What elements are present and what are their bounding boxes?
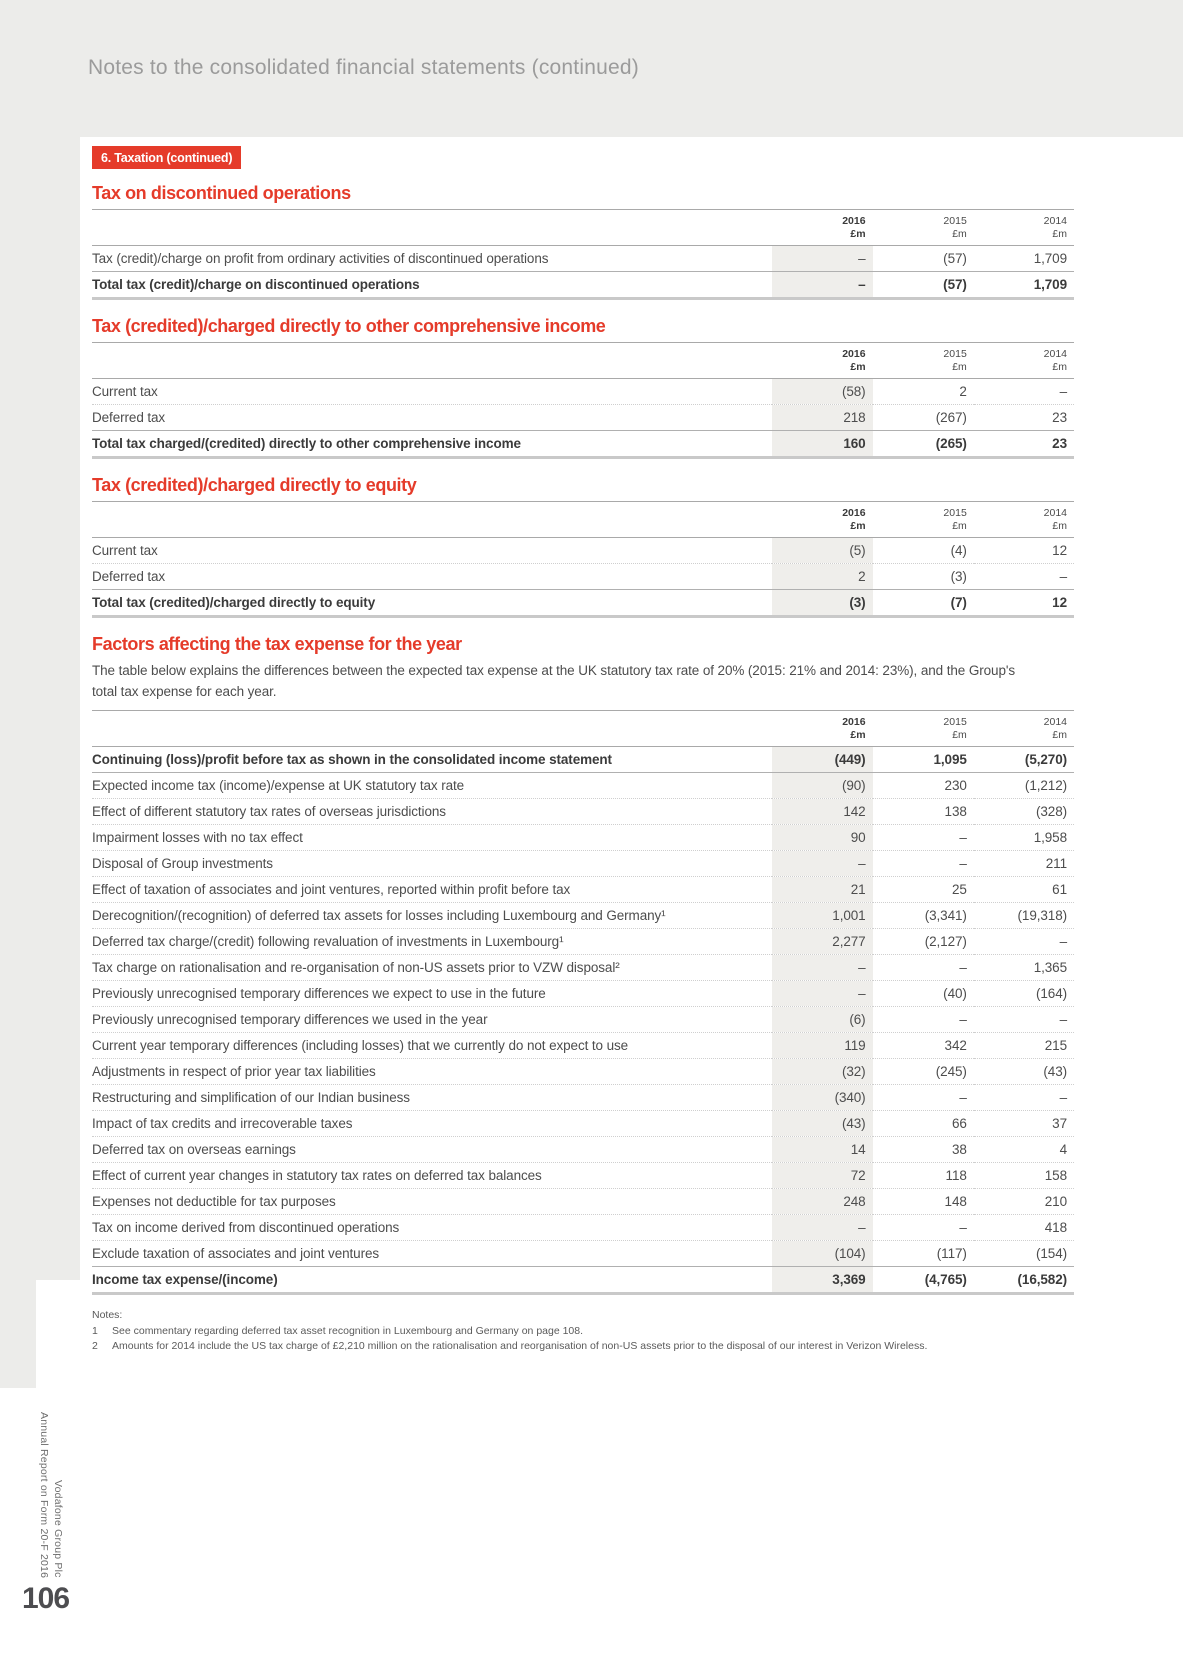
value-cell: (43) <box>974 1059 1074 1085</box>
section-title: Tax (credited)/charged directly to equity <box>92 475 417 495</box>
row-label: Tax charge on rationalisation and re-organisation of non-US assets prior to VZW disposal² <box>92 955 772 981</box>
footer-report-title: Annual Report on Form 20-F 2016 <box>38 1412 50 1579</box>
row-label: Total tax charged/(credited) directly to other comprehensive income <box>92 431 772 458</box>
table-row <box>92 272 1074 299</box>
financial-table <box>92 342 1074 459</box>
table-row <box>92 590 1074 617</box>
value-cell: 1,709 <box>1033 251 1067 266</box>
value-cell: (19,318) <box>974 903 1074 929</box>
value-cell: 4 <box>974 1137 1074 1163</box>
table-header-row <box>92 711 1074 747</box>
year-column-header: 2015 £m <box>873 711 974 747</box>
table-row <box>92 1215 1074 1241</box>
value-cell: 2,277 <box>772 929 872 955</box>
value-cell: (2,127) <box>873 929 974 955</box>
section-title: Tax (credited)/charged directly to other comprehensive income <box>92 316 606 336</box>
value-cell: 215 <box>974 1033 1074 1059</box>
value-cell: 2 <box>772 564 872 590</box>
row-label: Effect of current year changes in statutory tax rates on deferred tax balances <box>92 1163 772 1189</box>
row-label: Exclude taxation of associates and joint ventures <box>92 1241 772 1267</box>
table-row <box>92 799 1074 825</box>
value-cell: (57) <box>873 272 974 299</box>
value-cell: (265) <box>873 431 974 458</box>
row-label: Effect of taxation of associates and joint ventures, reported within profit before tax <box>92 877 772 903</box>
note-number: 2 <box>92 1340 98 1352</box>
value-cell: 118 <box>873 1163 974 1189</box>
value-cell: (104) <box>772 1241 872 1267</box>
table-row <box>92 851 1074 877</box>
note-item <box>92 1325 1183 1339</box>
label-column-header <box>92 711 772 747</box>
table-row <box>92 1137 1074 1163</box>
value-cell: (32) <box>772 1059 872 1085</box>
value-cell: 138 <box>873 799 974 825</box>
table-row <box>92 1033 1074 1059</box>
year-column-header: 2014 £m <box>974 343 1074 379</box>
table-header-row <box>92 210 1074 246</box>
value-cell: (117) <box>873 1241 974 1267</box>
value-cell: 14 <box>772 1137 872 1163</box>
content-area <box>80 137 1183 1669</box>
value-cell: (7) <box>873 590 974 617</box>
value-cell: 142 <box>772 799 872 825</box>
table-header-row <box>92 343 1074 379</box>
value-cell: (40) <box>873 981 974 1007</box>
value-cell: – <box>974 1085 1074 1111</box>
row-label: Deferred tax charge/(credit) following revaluation of investments in Luxembourg¹ <box>92 929 772 955</box>
value-cell: 37 <box>974 1111 1074 1137</box>
notes-label: Notes: <box>92 1309 123 1321</box>
year-column-header: 2016 £m <box>772 502 872 538</box>
value-cell: – <box>772 981 872 1007</box>
value-cell: – <box>873 1085 974 1111</box>
row-label: Tax (credit)/charge on profit from ordinary activities of discontinued operations <box>92 251 549 266</box>
sections-container <box>92 183 1183 1295</box>
value-cell: 90 <box>772 825 872 851</box>
value-cell: (164) <box>974 981 1074 1007</box>
notes-block <box>92 1309 1183 1354</box>
value-cell: – <box>873 955 974 981</box>
row-label: Deferred tax <box>92 564 772 590</box>
value-cell: – <box>873 1215 974 1241</box>
table-row <box>92 1267 1074 1294</box>
row-label: Current tax <box>92 384 158 399</box>
table-row <box>92 903 1074 929</box>
value-cell: 72 <box>772 1163 872 1189</box>
value-cell: (267) <box>873 405 974 431</box>
table-row <box>92 1111 1074 1137</box>
page-header: Notes to the consolidated financial statements (continued) <box>88 56 639 79</box>
label-column-header <box>92 210 772 246</box>
value-cell: 23 <box>974 431 1074 458</box>
value-cell: (90) <box>772 773 872 799</box>
row-label: Adjustments in respect of prior year tax liabilities <box>92 1059 772 1085</box>
table-row <box>92 1241 1074 1267</box>
value-cell: – <box>1059 384 1067 399</box>
table-row <box>92 405 1074 431</box>
row-label: Current tax <box>92 543 158 558</box>
value-cell: (4,765) <box>873 1267 974 1294</box>
row-label: Income tax expense/(income) <box>92 1267 772 1294</box>
table-row <box>92 877 1074 903</box>
page-left-gray-band-step <box>0 1280 36 1388</box>
row-label: Tax on income derived from discontinued operations <box>92 1215 772 1241</box>
table-row <box>92 929 1074 955</box>
value-cell: 25 <box>873 877 974 903</box>
value-cell: (3) <box>772 590 872 617</box>
row-label: Previously unrecognised temporary differences we used in the year <box>92 1007 772 1033</box>
label-column-header <box>92 502 772 538</box>
row-label: Impairment losses with no tax effect <box>92 825 772 851</box>
value-cell: – <box>772 955 872 981</box>
value-cell: (1,212) <box>974 773 1074 799</box>
table-row <box>92 981 1074 1007</box>
value-cell: 12 <box>1052 543 1067 558</box>
value-cell: 342 <box>873 1033 974 1059</box>
value-cell: 1,365 <box>974 955 1074 981</box>
value-cell: 218 <box>772 405 872 431</box>
row-label: Deferred tax <box>92 405 772 431</box>
footer-brand: Vodafone Group Plc <box>52 1480 64 1578</box>
section-intro: The table below explains the differences between the expected tax expense at the UK statutory tax rate of 20% (2015: 21% and 2014: 23%), and the Group's total tax expense for each year. <box>92 663 1015 699</box>
note-item <box>92 1340 1183 1354</box>
value-cell: (4) <box>950 543 967 558</box>
year-column-header: 2016 £m <box>772 711 872 747</box>
value-cell: (340) <box>772 1085 872 1111</box>
value-cell: – <box>974 929 1074 955</box>
value-cell: 158 <box>974 1163 1074 1189</box>
value-cell: (3) <box>873 564 974 590</box>
row-label: Continuing (loss)/profit before tax as shown in the consolidated income statement <box>92 752 612 767</box>
note-text: See commentary regarding deferred tax asset recognition in Luxembourg and Germany on page 108. <box>112 1324 584 1337</box>
row-label: Impact of tax credits and irrecoverable taxes <box>92 1111 772 1137</box>
table-row <box>92 1085 1074 1111</box>
financial-table <box>92 501 1074 618</box>
value-cell: (16,582) <box>974 1267 1074 1294</box>
value-cell: – <box>873 1007 974 1033</box>
row-label: Derecognition/(recognition) of deferred tax assets for losses including Luxembourg and Germany¹ <box>92 903 772 929</box>
value-cell: 230 <box>873 773 974 799</box>
table-row <box>92 1059 1074 1085</box>
row-label: Previously unrecognised temporary differences we expect to use in the future <box>92 981 772 1007</box>
row-label: Expected income tax (income)/expense at UK statutory tax rate <box>92 773 772 799</box>
value-cell: 160 <box>772 431 872 458</box>
table-row <box>92 773 1074 799</box>
table-row <box>92 379 1074 405</box>
value-cell: 23 <box>974 405 1074 431</box>
value-cell: – <box>772 246 872 272</box>
value-cell: (154) <box>974 1241 1074 1267</box>
row-label: Disposal of Group investments <box>92 851 772 877</box>
note-number: 1 <box>92 1324 98 1337</box>
row-label: Expenses not deductible for tax purposes <box>92 1189 772 1215</box>
value-cell: 148 <box>873 1189 974 1215</box>
year-column-header: 2014 £m <box>974 210 1074 246</box>
financial-table <box>92 209 1074 300</box>
value-cell: 3,369 <box>772 1267 872 1294</box>
label-column-header <box>92 343 772 379</box>
row-label: Total tax (credit)/charge on discontinued operations <box>92 272 772 299</box>
value-cell: 1,001 <box>772 903 872 929</box>
value-cell: (57) <box>943 251 967 266</box>
value-cell: 1,958 <box>974 825 1074 851</box>
row-label: Current year temporary differences (including losses) that we currently do not expect to use <box>92 1033 772 1059</box>
value-cell: 61 <box>974 877 1074 903</box>
value-cell: (245) <box>873 1059 974 1085</box>
value-cell: – <box>974 564 1074 590</box>
value-cell: 210 <box>974 1189 1074 1215</box>
value-cell: 38 <box>873 1137 974 1163</box>
table-row <box>92 1007 1074 1033</box>
table-row <box>92 538 1074 564</box>
value-cell: – <box>873 851 974 877</box>
value-cell: – <box>772 1215 872 1241</box>
year-column-header: 2014 £m <box>974 502 1074 538</box>
year-column-header: 2016 £m <box>772 210 872 246</box>
year-column-header: 2014 £m <box>974 711 1074 747</box>
table-row <box>92 747 1074 773</box>
value-cell: (328) <box>974 799 1074 825</box>
value-cell: 1,095 <box>933 752 967 767</box>
financial-table <box>92 710 1074 1295</box>
value-cell: (449) <box>772 747 872 773</box>
section-title: Factors affecting the tax expense for the year <box>92 634 462 654</box>
value-cell: 119 <box>772 1033 872 1059</box>
year-column-header: 2015 £m <box>873 502 974 538</box>
value-cell: (5) <box>772 538 872 564</box>
page-left-gray-band <box>0 137 80 1280</box>
year-column-header: 2015 £m <box>873 343 974 379</box>
section-title: Tax on discontinued operations <box>92 183 351 203</box>
value-cell: 2 <box>959 384 967 399</box>
row-label: Total tax (credited)/charged directly to equity <box>92 590 772 617</box>
table-row <box>92 431 1074 458</box>
value-cell: 21 <box>772 877 872 903</box>
value-cell: (6) <box>772 1007 872 1033</box>
year-column-header: 2015 £m <box>873 210 974 246</box>
row-label: Effect of different statutory tax rates of overseas jurisdictions <box>92 799 772 825</box>
table-header-row <box>92 502 1074 538</box>
table-row <box>92 1163 1074 1189</box>
value-cell: 12 <box>974 590 1074 617</box>
value-cell: 211 <box>974 851 1074 877</box>
value-cell: 66 <box>873 1111 974 1137</box>
table-row <box>92 825 1074 851</box>
value-cell: (58) <box>772 379 872 405</box>
value-cell: – <box>772 851 872 877</box>
note-text: Amounts for 2014 include the US tax charge of £2,210 million on the rationalisation and reorganisation of non-US assets prior to the disposal of our interest in Verizon Wireless. <box>112 1340 928 1352</box>
value-cell: (43) <box>772 1111 872 1137</box>
taxation-section-badge: 6. Taxation (continued) <box>92 146 241 169</box>
table-row <box>92 1189 1074 1215</box>
value-cell: (5,270) <box>1024 752 1067 767</box>
value-cell: 418 <box>974 1215 1074 1241</box>
page-number: 106 <box>22 1582 70 1615</box>
row-label: Deferred tax on overseas earnings <box>92 1137 772 1163</box>
value-cell: 248 <box>772 1189 872 1215</box>
value-cell: – <box>974 1007 1074 1033</box>
value-cell: – <box>873 825 974 851</box>
value-cell: – <box>772 272 872 299</box>
table-row <box>92 955 1074 981</box>
row-label: Restructuring and simplification of our Indian business <box>92 1085 772 1111</box>
table-row <box>92 564 1074 590</box>
value-cell: (3,341) <box>873 903 974 929</box>
table-row <box>92 246 1074 272</box>
value-cell: 1,709 <box>974 272 1074 299</box>
year-column-header: 2016 £m <box>772 343 872 379</box>
